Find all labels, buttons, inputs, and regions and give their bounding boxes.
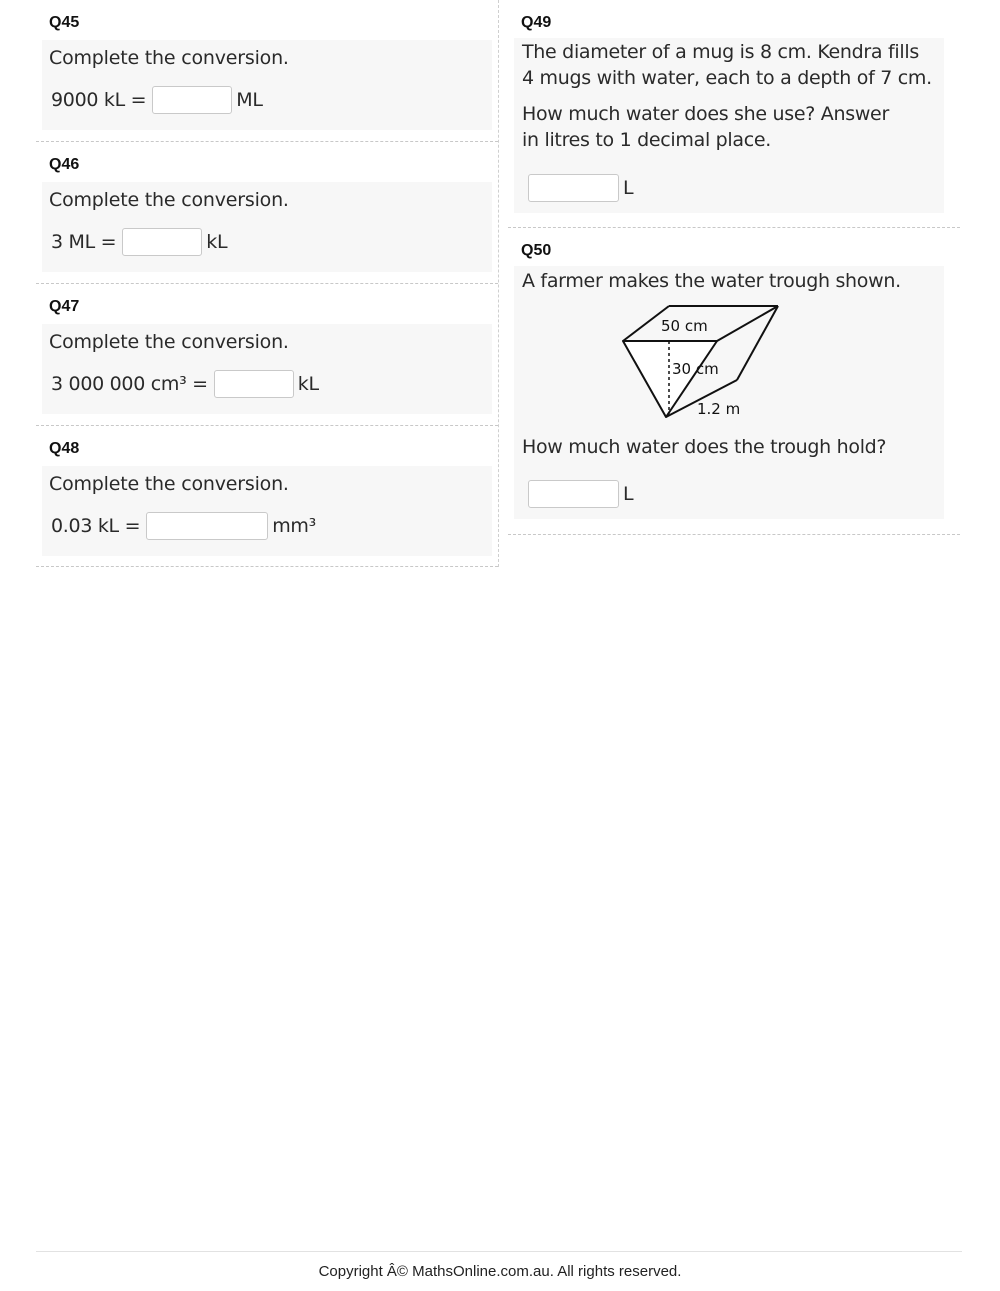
- question-number: Q48: [49, 440, 80, 457]
- unit-label: mm³: [272, 515, 316, 537]
- unit-label: ML: [236, 89, 263, 111]
- question-q48: [36, 426, 498, 567]
- answer-input[interactable]: [122, 228, 202, 256]
- trough-diagram: [616, 304, 796, 424]
- question-text: [522, 268, 901, 294]
- conversion-equation: [51, 370, 319, 398]
- unit-label: kL: [206, 231, 228, 253]
- question-prompt: Complete the conversion.: [49, 473, 289, 495]
- question-number: Q46: [49, 156, 80, 173]
- question-line: in litres to 1 decimal place.: [522, 129, 772, 151]
- copyright-footer: Copyright Â© MathsOnline.com.au. All rights reserved.: [318, 1263, 682, 1280]
- question-prompt: Complete the conversion.: [49, 331, 289, 353]
- question-instruction: [522, 101, 889, 153]
- question-number: Q45: [49, 14, 80, 31]
- question-number: Q50: [521, 242, 552, 259]
- question-line: A farmer makes the water trough shown.: [522, 270, 901, 292]
- equation-lhs: 3 ML =: [51, 231, 117, 253]
- question-text: [522, 39, 932, 91]
- length-label: 1.2 m: [697, 400, 741, 418]
- answer-input[interactable]: [528, 480, 619, 508]
- top-width-label: 50 cm: [661, 317, 708, 335]
- answer-input[interactable]: [152, 86, 232, 114]
- question-line: How much water does she use? Answer: [522, 103, 889, 125]
- question-number: Q49: [521, 14, 552, 31]
- question-instruction: [522, 434, 886, 460]
- question-prompt: Complete the conversion.: [49, 47, 289, 69]
- unit-label: L: [623, 177, 634, 199]
- answer-input[interactable]: [214, 370, 294, 398]
- question-line: 4 mugs with water, each to a depth of 7 cm.: [522, 67, 932, 89]
- unit-label: kL: [297, 373, 319, 395]
- question-line: The diameter of a mug is 8 cm. Kendra fills: [522, 41, 919, 63]
- answer-row: [528, 174, 633, 202]
- equation-lhs: 9000 kL =: [51, 89, 147, 111]
- question-number: Q47: [49, 298, 80, 315]
- right-column: [508, 0, 960, 535]
- answer-input[interactable]: [146, 512, 268, 540]
- question-q49: [508, 0, 960, 228]
- question-q47: [36, 284, 498, 426]
- conversion-equation: [51, 86, 263, 114]
- answer-row: [528, 480, 633, 508]
- footer-divider: [36, 1251, 962, 1252]
- conversion-equation: [51, 228, 227, 256]
- question-prompt: Complete the conversion.: [49, 189, 289, 211]
- depth-label: 30 cm: [672, 360, 719, 378]
- answer-input[interactable]: [528, 174, 619, 202]
- left-column: [36, 0, 499, 567]
- equation-lhs: 0.03 kL =: [51, 515, 141, 537]
- conversion-equation: [51, 512, 316, 540]
- question-q45: [36, 0, 498, 142]
- question-line: How much water does the trough hold?: [522, 436, 887, 458]
- equation-lhs: 3 000 000 cm³ =: [51, 373, 208, 395]
- question-q50: [508, 228, 960, 535]
- question-q46: [36, 142, 498, 284]
- unit-label: L: [623, 483, 634, 505]
